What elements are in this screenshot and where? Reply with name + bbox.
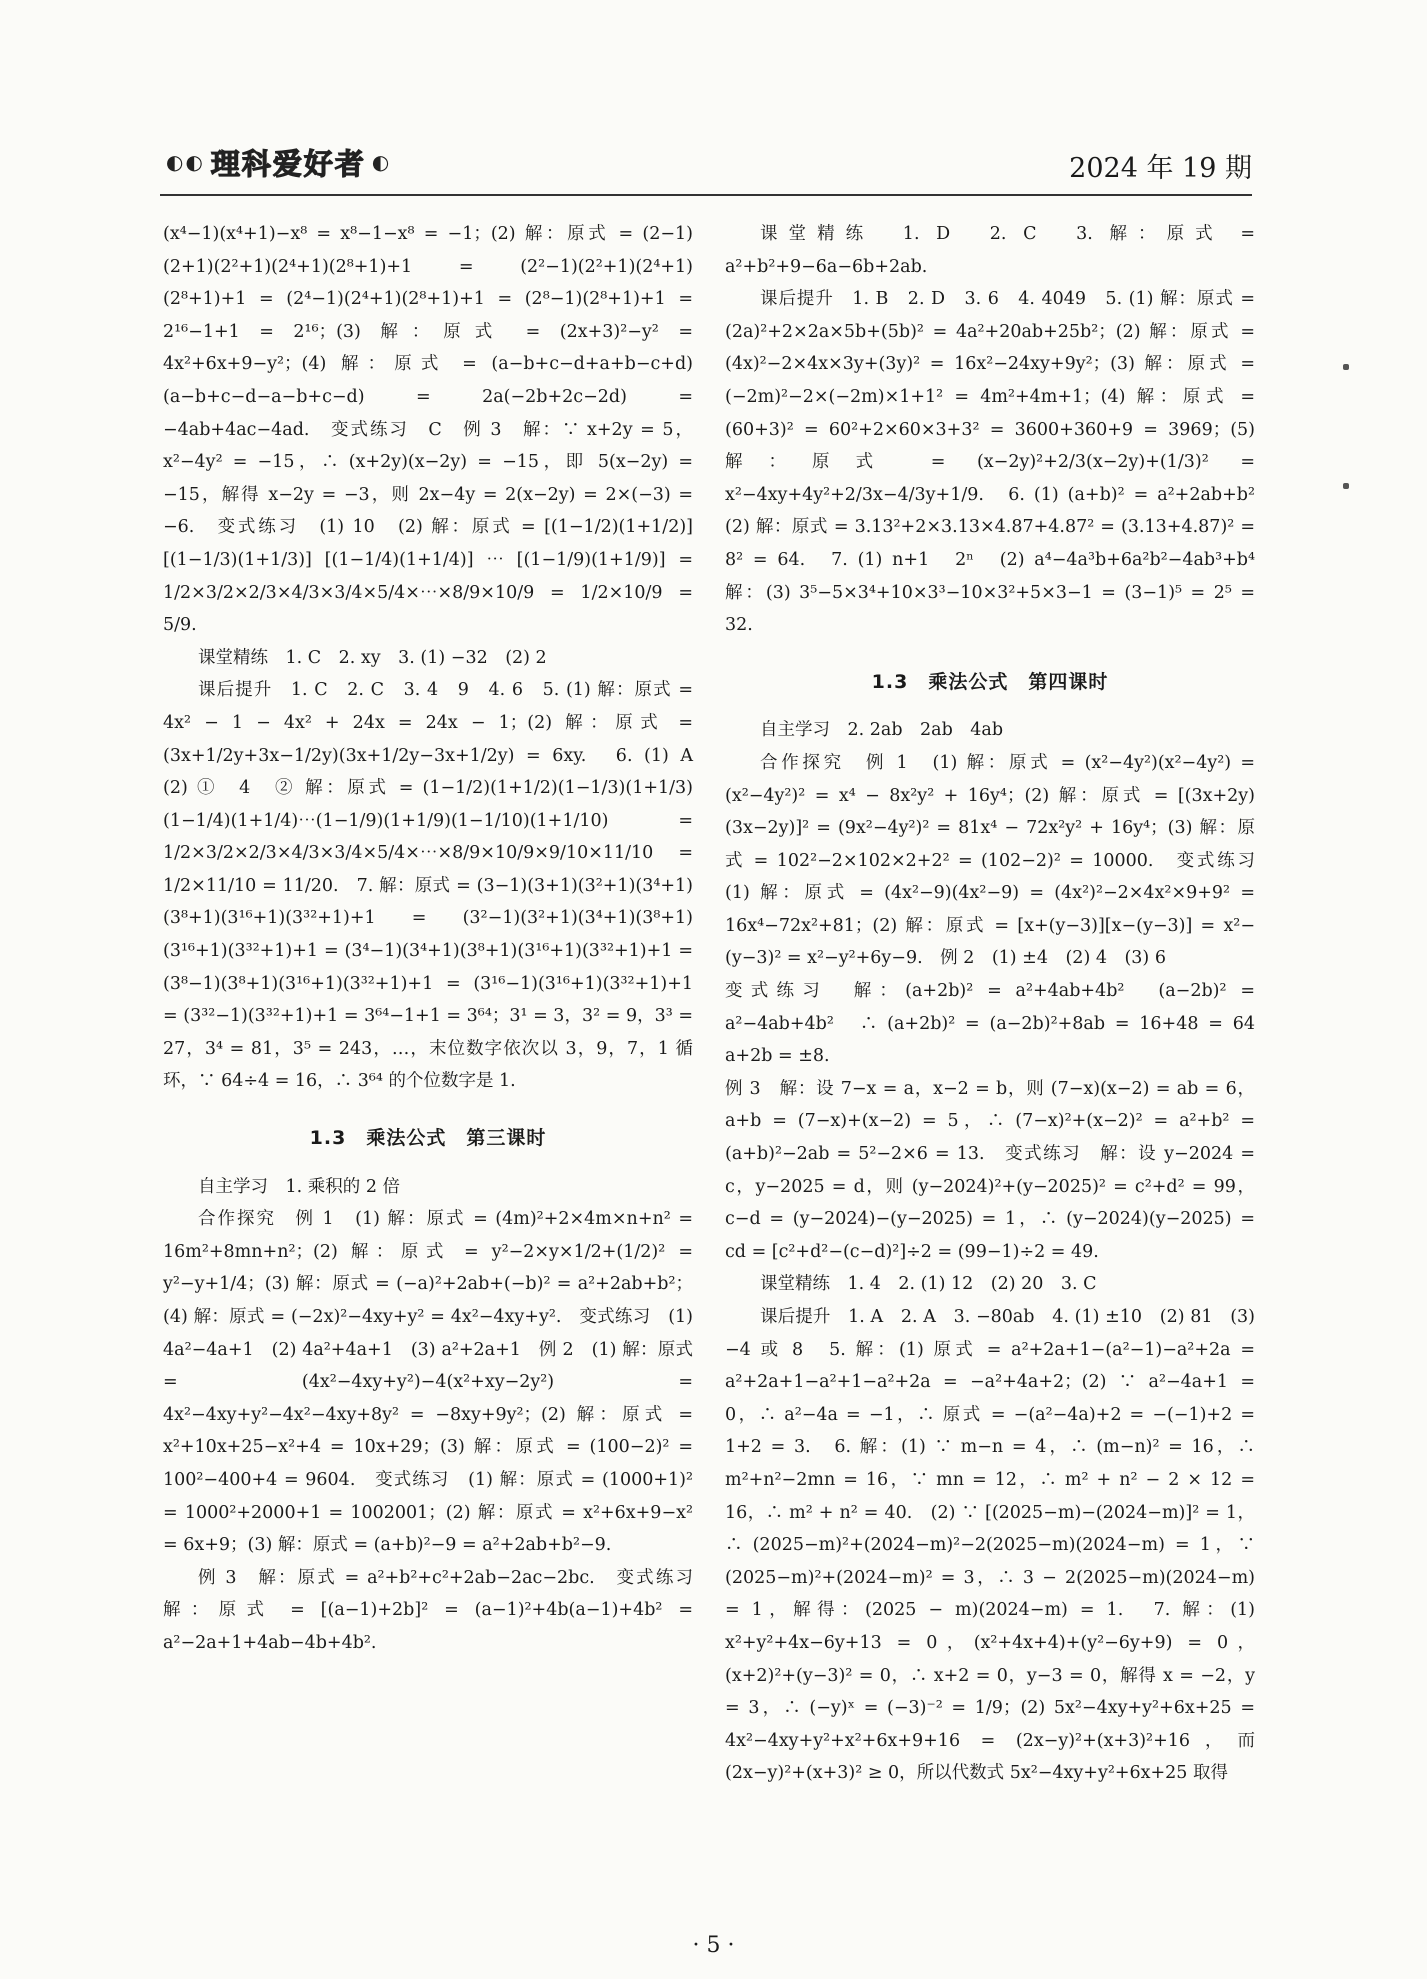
left-para-6: 合作探究 例 1 (1) 解：原式 = (4m)²+2×4m×n+n² = 16m²+8mn+n²；(2) 解：原式 = y²−2×y×1/2+(1/2)² = y²−y+1/4；(3) 解：原式 = (−a)²+2ab+(−b)² = a²+2ab+b²；(4) 解：原式 = (−2x)²−4xy+y² = 4x²−4xy+y². 变式练习 (1) 4a²−4a+1 (2) 4a²+4a+1 (3) a²+2a+1 例 2 (1) 解：原式 = (4x²−4xy+y²)−4(x²+xy−2y²) = 4x²−4xy+y²−4x²−4xy+8y² = −8xy+9y²；(2) 解：原式 = x²+10x+25−x²+4 = 10x+29；(3) 解：原式 = (100−2)² = 100²−400+4 = 9604. 变式练习 (1) 解：原式 = (1000+1)² = 1000²+2000+1 = 1002001；(2) 解：原式 = x²+6x+9−x² = 6x+9；(3) 解：原式 = (a+b)²−9 = a²+2ab+b²−9. — [163, 1209, 693, 1556]
left-para-5: 自主学习 1. 乘积的 2 倍 — [198, 1176, 401, 1197]
logo-right-ornament-icon: ◐ — [371, 150, 392, 174]
magazine-logo — [160, 144, 397, 180]
scan-speck-1 — [1343, 364, 1349, 370]
header-rule — [160, 194, 1252, 196]
right-para-4: 自主学习 2. 2ab 2ab 4ab — [760, 720, 1004, 741]
right-para-7: 例 3 解：设 7−x = a，x−2 = b，则 (7−x)(x−2) = ab = 6，a+b = (7−x)+(x−2) = 5，∴ (7−x)²+(x−2)² = a²+b² = (a+b)²−2ab = 5²−2×6 = 13. 变式练习 解：设 y−2024 = c，y−2025 = d，则 (y−2024)²+(y−2025)² = c²+d² = 99，c−d = (y−2024)−(y−2025) = 1，∴ (y−2024)(y−2025) = cd = [c²+d²−(c−d)²]÷2 = (99−1)÷2 = 49. — [725, 1078, 1255, 1262]
issue-label: 2024 年 19 期 — [1069, 153, 1252, 184]
right-para-9: 课后提升 1. A 2. A 3. −80ab 4. (1) ±10 (2) 81 (3) −4 或 8 5. 解：(1) 原式 = a²+2a+1−(a²−1)−a²+2a = a²+2a+1−a²+1−a²+2a = −a²+4a+2；(2) ∵ a²−4a+1 = 0，∴ a²−4a = −1，∴ 原式 = −(a²−4a)+2 = −(−1)+2 = 1+2 = 3. 6. 解：(1) ∵ m−n = 4，∴ (m−n)² = 16，∴ m²+n²−2mn = 16，∵ mn = 12，∴ m² + n² − 2 × 12 = 16，∴ m² + n² = 40. (2) ∵ [(2025−m)−(2024−m)]² = 1，∴ (2025−m)²+(2024−m)²−2(2025−m)(2024−m) = 1，∵ (2025−m)²+(2024−m)² = 3，∴ 3 − 2(2025−m)(2024−m) = 1，解得：(2025 − m)(2024−m) = 1. 7. 解：(1) x²+y²+4x−6y+13 = 0，(x²+4x+4)+(y²−6y+9) = 0，(x+2)²+(y−3)² = 0，∴ x+2 = 0，y−3 = 0，解得 x = −2，y = 3，∴ (−y)ˣ = (−3)⁻² = 1/9；(2) 5x²−4xy+y²+6x+25 = 4x²−4xy+y²+x²+6x+9+16 = (2x−y)²+(x+3)²+16，而 (2x−y)²+(x+3)² ≥ 0，所以代数式 5x²−4xy+y²+6x+25 取得 — [725, 1307, 1255, 1784]
left-para-7: 例 3 解：原式 = a²+b²+c²+2ab−2ac−2bc. 变式练习 解：原式 = [(a−1)+2b]² = (a−1)²+4b(a−1)+4b² = a²−2a+1+4ab−4b+4b². — [163, 1567, 711, 1653]
logo-left-ornament-icon: ◐◐ — [166, 150, 205, 174]
right-para-1: 课堂精练 1. D 2. C 3. 解：原式 = a²+b²+9−6a−6b+2ab. — [725, 224, 1255, 277]
left-column — [163, 218, 711, 1660]
section-title-lesson-4: 1.3 乘法公式 第四课时 — [871, 670, 1109, 693]
left-para-1: (x⁴−1)(x⁴+1)−x⁸ = x⁸−1−x⁸ = −1；(2) 解：原式 = (2−1)(2+1)(2²+1)(2⁴+1)(2⁸+1)+1 = (2²−1)(2²+1)(2⁴+1)(2⁸+1)+1 = (2⁴−1)(2⁴+1)(2⁸+1)+1 = (2⁸−1)(2⁸+1)+1 = 2¹⁶−1+1 = 2¹⁶；(3) 解：原式 = (2x+3)²−y² = 4x²+6x+9−y²；(4) 解：原式 = (a−b+c−d+a+b−c+d)(a−b+c−d−a−b+c−d) = 2a(−2b+2c−2d) = −4ab+4ac−4ad. 变式练习 C 例 3 解：∵ x+2y = 5，x²−4y² = −15，∴ (x+2y)(x−2y) = −15，即 5(x−2y) = −15，解得 x−2y = −3，则 2x−4y = 2(x−2y) = 2×(−3) = −6. 变式练习 (1) 10 (2) 解：原式 = [(1−1/2)(1+1/2)] [(1−1/3)(1+1/3)] [(1−1/4)(1+1/4)] ⋯ [(1−1/9)(1+1/9)] = 1/2×3/2×2/3×4/3×3/4×5/4×⋯×8/9×10/9 = 1/2×10/9 = 5/9. — [163, 224, 693, 636]
section-title-lesson-3: 1.3 乘法公式 第三课时 — [309, 1127, 547, 1150]
right-para-6: 变式练习 解：(a+2b)² = a²+4ab+4b² (a−2b)² = a²−4ab+4b² ∴ (a+2b)² = (a−2b)²+8ab = 16+48 = 64 a+2b = ±8. — [725, 981, 1273, 1067]
left-para-2: 课堂精练 1. C 2. xy 3. (1) −32 (2) 2 — [198, 647, 547, 668]
page-header — [160, 138, 1252, 194]
scan-speck-2 — [1343, 483, 1349, 489]
right-para-8: 课堂精练 1. 4 2. (1) 12 (2) 20 3. C — [760, 1274, 1097, 1295]
right-para-5: 合作探究 例 1 (1) 解：原式 = (x²−4y²)(x²−4y²) = (x²−4y²)² = x⁴ − 8x²y² + 16y⁴；(2) 解：原式 = [(3x+2y)(3x−2y)]² = (9x²−4y²)² = 81x⁴ − 72x²y² + 16y⁴；(3) 解：原式 = 102²−2×102×2+2² = (102−2)² = 10000. 变式练习 (1) 解：原式 = (4x²−9)(4x²−9) = (4x²)²−2×4x²×9+9² = 16x⁴−72x²+81；(2) 解：原式 = [x+(y−3)][x−(y−3)] = x²−(y−3)² = x²−y²+6y−9. 例 2 (1) ±4 (2) 4 (3) 6 — [725, 752, 1273, 969]
right-para-2: 课后提升 1. B 2. D 3. 6 4. 4049 5. (1) 解：原式 = (2a)²+2×2a×5b+(5b)² = 4a²+20ab+25b²；(2) 解：原式 = (4x)²−2×4x×3y+(3y)² = 16x²−24xy+9y²；(3) 解：原式 = (−2m)²−2×(−2m)×1+1² = 4m²+4m+1；(4) 解：原式 = (60+3)² = 60²+2×60×3+3² = 3600+360+9 = 3969；(5) 解：原式 = (x−2y)²+2/3(x−2y)+(1/3)² = x²−4xy+4y²+2/3x−4/3y+1/9. 6. (1) (a+b)² = a²+2ab+b² (2) 解：原式 = 3.13²+2×3.13×4.87+4.87² = (3.13+4.87)² = 8² = 64. 7. (1) n+1 2ⁿ (2) a⁴−4a³b+6a²b²−4ab³+b⁴ 解：(3) 3⁵−5×3⁴+10×3³−10×3²+5×3−1 = (3−1)⁵ = 2⁵ = 32. — [725, 289, 1273, 636]
logo-text: 理科爱好者 — [210, 146, 366, 181]
right-column — [725, 218, 1273, 1790]
page-number: · 5 · — [692, 1933, 735, 1958]
left-para-3: 课后提升 1. C 2. C 3. 4 9 4. 6 5. (1) 解：原式 = 4x² − 1 − 4x² + 24x = 24x − 1；(2) 解：原式 = (3x+1/2y+3x−1/2y)(3x+1/2y−3x+1/2y) = 6xy. 6. (1) A (2) ① 4 ② 解：原式 = (1−1/2)(1+1/2)(1−1/3)(1+1/3)(1−1/4)(1+1/4)⋯(1−1/9)(1+1/9)(1−1/10)(1+1/10) = 1/2×3/2×2/3×4/3×3/4×5/4×⋯×8/9×10/9×9/10×11/10 = 1/2×11/10 = 11/20. 7. 解：原式 = (3−1)(3+1)(3²+1)(3⁴+1)(3⁸+1)(3¹⁶+1)(3³²+1)+1 = (3²−1)(3²+1)(3⁴+1)(3⁸+1)(3¹⁶+1)(3³²+1)+1 = (3⁴−1)(3⁴+1)(3⁸+1)(3¹⁶+1)(3³²+1)+1 = (3⁸−1)(3⁸+1)(3¹⁶+1)(3³²+1)+1 = (3¹⁶−1)(3¹⁶+1)(3³²+1)+1 = (3³²−1)(3³²+1)+1 = 3⁶⁴−1+1 = 3⁶⁴；3¹ = 3，3² = 9，3³ = 27，3⁴ = 81，3⁵ = 243，…，末位数字依次以 3，9，7，1 循环，∵ 64÷4 = 16，∴ 3⁶⁴ 的个位数字是 1. — [163, 680, 711, 1092]
